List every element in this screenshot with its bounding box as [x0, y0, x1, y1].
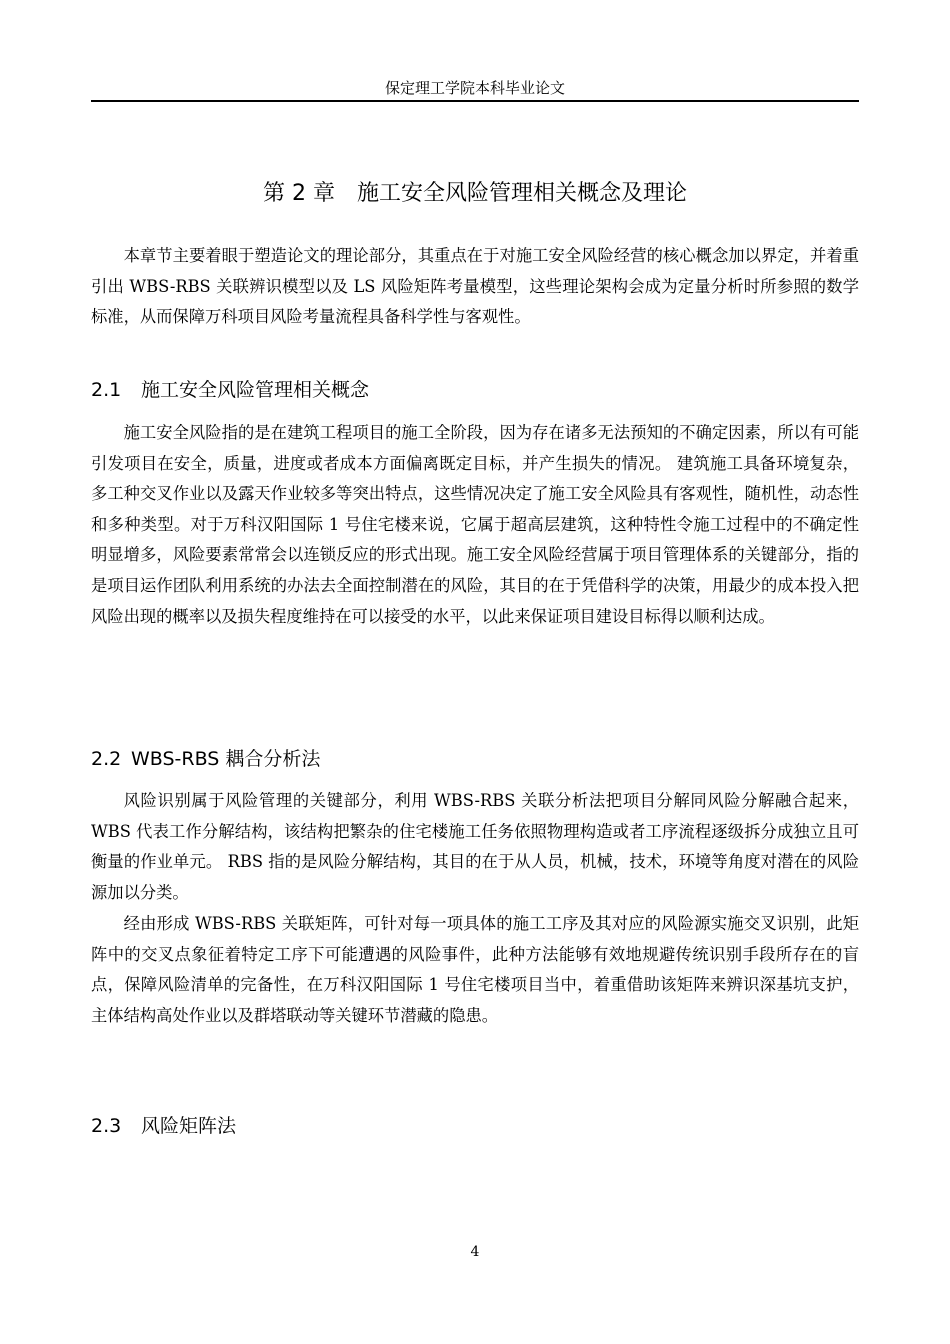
section-2-2-paragraph-1: 风险识别属于风险管理的关键部分，利用 WBS-RBS 关联分析法把项目分解同风险分解融合起来，WBS 代表工作分解结构，该结构把繁杂的住宅楼施工任务依照物理构造或者工序流程逐级拆分成独立且可衡量的作业单元。 RBS 指的是风险分解结构，其目的在于从人员，机械，技术，环境等角度对潜在的风险源加以分类。: [91, 791, 859, 902]
section-2-2-paragraph-2: 经由形成 WBS-RBS 关联矩阵，可针对每一项具体的施工工序及其对应的风险源实施交叉识别，此矩阵中的交叉点象征着特定工序下可能遭遇的风险事件，此种方法能够有效地规避传统识别手段所存在的盲点，保障风险清单的完备性，在万科汉阳国际 1 号住宅楼项目当中，着重借助该矩阵来辨识深基坑支护，主体结构高处作业以及群塔联动等关键环节潜藏的隐患。: [91, 914, 859, 1025]
section-heading-2-1: [91, 374, 859, 406]
section-title: 施工安全风险管理相关概念: [141, 379, 370, 401]
section-2-1-paragraph: 施工安全风险指的是在建筑工程项目的施工全阶段，因为存在诸多无法预知的不确定因素，所以有可能引发项目在安全，质量，进度或者成本方面偏离既定目标，并产生损失的情况。 建筑施工具备环境复杂，多工种交叉作业以及露天作业较多等突出特点，这些情况决定了施工安全风险具有客观性，随机性，动态性和多种类型。对于万科汉阳国际 1 号住宅楼来说，它属于超高层建筑，这种特性令施工过程中的不确定性明显增多，风险要素常常会以连锁反应的形式出现。施工安全风险经营属于项目管理体系的关键部分，指的是项目运作团队利用系统的办法去全面控制潜在的风险，其目的在于凭借科学的决策，用最少的成本投入把风险出现的概率以及损失程度维持在可以接受的水平，以此来保证项目建设目标得以顺利达成。: [91, 423, 859, 626]
section-number: 2.2: [91, 748, 122, 770]
section-title: WBS-RBS 耦合分析法: [131, 748, 321, 770]
section-number: 2.1: [91, 379, 122, 401]
header-rule: [91, 100, 859, 102]
section-title: 风险矩阵法: [141, 1115, 237, 1137]
chapter-number: 第 2 章: [263, 181, 335, 206]
section-number: 2.3: [91, 1115, 122, 1137]
running-header: 保定理工学院本科毕业论文: [384, 79, 565, 97]
section-heading-2-2: [91, 743, 859, 775]
section-heading-2-3: [91, 1110, 859, 1142]
page-number: 4: [470, 1244, 480, 1260]
chapter-title-text: 施工安全风险管理相关概念及理论: [356, 181, 687, 206]
chapter-title: [91, 176, 859, 212]
intro-paragraph: 本章节主要着眼于塑造论文的理论部分，其重点在于对施工安全风险经营的核心概念加以界定，并着重引出 WBS-RBS 关联辨识模型以及 LS 风险矩阵考量模型，这些理论架构会成为定量分析时所参照的数学标准，从而保障万科项目风险考量流程具备科学性与客观性。: [91, 246, 859, 327]
